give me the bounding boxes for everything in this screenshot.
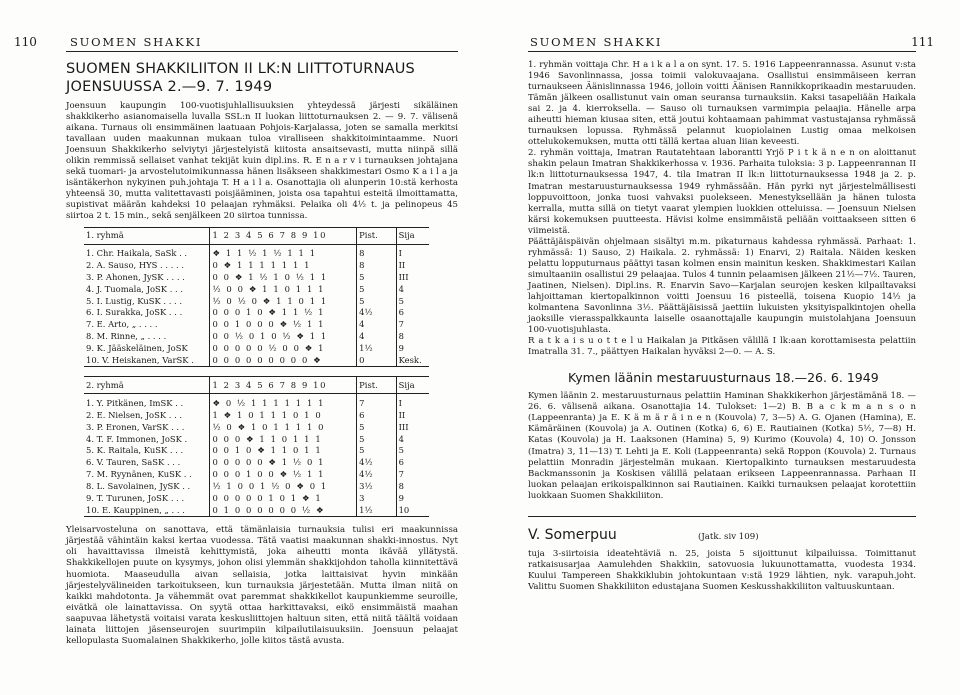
group1-cell-place: 5 xyxy=(398,295,404,306)
group1-cell-scores: 0 0 ½ 0 1 0 ½ ❖ 1 1 xyxy=(210,331,357,343)
group2-header-row xyxy=(84,377,429,394)
group1-cell-place: II xyxy=(398,259,406,270)
group1-cell-points: 5 xyxy=(357,295,396,307)
title-line-1: SUOMEN SHAKKILIITON II LK:N LIITTOTURNAUS xyxy=(66,61,415,77)
table-row xyxy=(84,409,429,421)
table-row xyxy=(84,421,429,433)
group1-cell-name: 8. M. Rinne, „ . . . . xyxy=(84,331,210,343)
group1-header-points: Pist. xyxy=(357,227,396,244)
group1-cell-place: III xyxy=(398,271,409,282)
group2-cell-scores: 0 0 0 0 0 ❖ 1 ½ 0 1 xyxy=(210,457,357,469)
group1-cell-scores: ½ 0 ½ 0 ❖ 1 1 0 1 1 xyxy=(210,295,357,307)
group2-cell-scores: 0 0 0 0 0 1 0 1 ❖ 1 xyxy=(210,493,357,505)
group1-cell-place: I xyxy=(398,247,402,258)
article-title xyxy=(66,60,458,96)
group2-cell-points: 4½ xyxy=(357,457,396,469)
group1-cell-name: 2. A. Sauso, HYS . . . . . xyxy=(84,259,210,271)
table-row xyxy=(84,307,429,319)
group2-cell-scores: 0 0 1 0 ❖ 1 1 0 1 1 xyxy=(210,445,357,457)
group2-cell-scores: 0 0 0 ❖ 1 1 0 1 1 1 xyxy=(210,433,357,445)
group1-cell-name: 9. K. Jääskeläinen, JoSK xyxy=(84,343,210,355)
group1-cell-points: 4 xyxy=(357,331,396,343)
group2-cell-points: 4½ xyxy=(357,469,396,481)
group1-cell-scores: 0 0 1 0 0 0 ❖ ½ 1 1 xyxy=(210,319,357,331)
group2-cell-place: 5 xyxy=(398,445,404,456)
group1-cell-place: Kesk. xyxy=(396,355,429,367)
group2-cell-place: 9 xyxy=(398,492,404,503)
right-paragraph: 2. ryhmän voittaja, Imatran Rautatehtaan laborantti Yrjö P i t k ä n e n on aloittanut shakin pelaun Imatran Shakkikerhossa v. 1936. Parhaita tuloksia: 3 p. Lappeenrannan II lk:n liittoturnauksessa 1947, 4. tila Imatran II lk:n liittoturnauksessa 1948 ja 2. p. Imatran mestaruusturnauksessa 1949 ryhmässään. Hän pyrki nyt järjestelmällisesti loppuvoittoon, jonka tuosi vahvaksi puolekseen. Menestyksellään ja hänen tulosta kerralla, mutta sillä on tietyt vaarat ylempien luokkien otteluissa. — Joensuun Nielsen kärsi kokemuksen puutteesta. Hävisi kolme ensimmäistä peliään voittaakseen sitten 6 viimeistä. xyxy=(528,148,916,236)
somerpuu-paragraph: tuja 3-siirtoisia ideatehtäviä n. 25, joista 5 sijoittunut kilpailuissa. Toimittanut ratkaisusarjaa Aamulehden Shakkiin, satovuosia lukuunottamatta, vuodesta 1934. Kuului Tampereen Shakkiklubin johtokuntaan v:stä 1929 lähtien, nyk. varapuh.joht. Valittu Suomen Shakkiliiton edustajana Suomen Keskusshakkiliiton valtuuskuntaan. xyxy=(528,548,916,592)
page-number: 110 xyxy=(14,35,37,49)
group2-cell-name: 6. V. Tauren, SaSK . . . xyxy=(84,457,210,469)
group1-cell-points: 4 xyxy=(357,319,396,331)
group2-cell-scores: ❖ 0 ½ 1 1 1 1 1 1 1 xyxy=(210,394,357,409)
right-paragraph: Päättäjäispäivän ohjelmaan sisältyi m.m. pikaturnaus kahdessa ryhmässä. Parhaat: 1. ryhmässä: 1) Sauso, 2) Haikala. 2. ryhmässä: 1) Enarvi, 2) Raitala. Näiden kesken pelattu lopputurnaus päättyi tasan kolmen ensin mainitun kesken. Shakkimestari Kailan simultaaniin osallistui 29 pelaajaa. Tulos 4 tunnin pelaamisen jälkeen 21½—7½. Tauren, Jaatinen, Nielsen). Dipl.ins. R. Enarvin Savo—Karjalan seurojen kesken kilpailtavaksi lahjoittaman kiertopalkinnon voitti Joensuu 16 pisteellä, toisena Kuopio 14½ ja kolmantena Savonlinna 3½. Päättäjäisissä jaettiin lukuisten yksityispalkintojen ohella jaoksille vierasspalkkaunta laiselle osaanottajalle kaupungin muistolahjana Joensuun 100-vuotisjuhlasta. xyxy=(528,236,916,336)
group2-cell-place: 10 xyxy=(396,504,429,516)
right-body xyxy=(528,60,916,358)
group2-cell-scores: 0 0 0 1 0 0 ❖ ½ 1 1 xyxy=(210,469,357,481)
group1-cell-scores: 0 0 0 1 0 ❖ 1 1 ½ 1 xyxy=(210,307,357,319)
group2-cell-name: 7. M. Ryynänen, KuSK . . xyxy=(84,469,210,481)
table-row xyxy=(84,271,429,283)
group1-cell-scores: ❖ 1 1 ½ 1 ½ 1 1 1 xyxy=(210,244,357,259)
group2-header-points: Pist. xyxy=(357,377,396,394)
group2-cell-name: 4. T. F. Immonen, JoSK . xyxy=(84,433,210,445)
table-row xyxy=(84,283,429,295)
group1-cell-points: 5 xyxy=(357,271,396,283)
somerpuu-heading xyxy=(528,527,916,543)
table-row xyxy=(84,319,429,331)
group2-header-place: Sija xyxy=(396,377,429,394)
running-head-right xyxy=(528,0,934,52)
table-row xyxy=(84,504,429,516)
group1-header-place: Sija xyxy=(396,227,429,244)
group1-cell-points: 4½ xyxy=(357,307,396,319)
kymen-title: Kymen läänin mestaruusturnaus 18.—26. 6. 1949 xyxy=(568,370,879,386)
table-row xyxy=(84,481,429,493)
group1-cell-name: 7. E. Arto, „ . . . . xyxy=(84,319,210,331)
group2-cell-scores: 1 ❖ 1 0 1 1 1 0 1 0 xyxy=(210,409,357,421)
group2-cell-place: III xyxy=(398,421,409,432)
group2-cell-scores: 0 1 0 0 0 0 0 0 ½ ❖ xyxy=(210,504,357,516)
group1-cell-points: 8 xyxy=(357,244,396,259)
table-row xyxy=(84,493,429,505)
group2-header-name: 2. ryhmä xyxy=(84,377,210,394)
table-row xyxy=(84,445,429,457)
group2-table xyxy=(84,376,429,517)
group1-cell-name: 4. J. Tuomala, JoSK . . . xyxy=(84,283,210,295)
group1-cell-place: 6 xyxy=(398,307,404,318)
group2-cell-name: 3. P. Eronen, VarSK . . . xyxy=(84,421,210,433)
group2-cell-name: 2. E. Nielsen, JoSK . . . xyxy=(84,409,210,421)
group1-cell-scores: 0 0 0 0 0 ½ 0 0 ❖ 1 xyxy=(210,343,357,355)
running-head-title-right: SUOMEN SHAKKI xyxy=(530,35,663,49)
group2-cell-points: 5 xyxy=(357,433,396,445)
table-row xyxy=(84,394,429,409)
group2-cell-name: 9. T. Turunen, JoSK . . . xyxy=(84,493,210,505)
table-row xyxy=(84,331,429,343)
title-line-2: JOENSUUSSA 2.—9. 7. 1949 xyxy=(66,79,273,95)
group2-cell-name: 1. Y. Pitkänen, ImSK . . xyxy=(84,394,210,409)
group2-cell-points: 3 xyxy=(357,493,396,505)
intro-paragraph: Joensuun kaupungin 100-vuotisjuhlallisuuksien yhteydessä järjesti sikäläinen shakkikerho asianomaisella luvalla SSL:n II luokan liittoturnauksen 2. — 9. 7. välisenä aikana. Turnaus oli ensimmäinen laatuaan Pohjois-Karjalassa, joten se samalla merkitsi tavallaan uuden maakunnan mukaan tuloa viralliseen shakkitoimintaamme. Nuori Joensuun Shakkikerho selviytyi järjestelyistä kiitosta ansaitsevasti, mutta niinpä sillä olikin remmissä sellaiset vanhat tekijät kuin dipl.ins. R. E n a r v i turnauksen johtajana sekä tuomari- ja arvostelutoimikunnassa hänen lisäkseen shakkimestari Osmo K a i l a ja isäntäkerhon nykyinen puh.johtaja T. H a i l a. Osanottajia oli alunperin 10:stä kerhosta yhteensä 30, mutta valitettavasti poisjääminen, joista osa tapahtui esteitä ilmoittamatta, supistivat määrän kahdeksi 10 pelaajan ryhmäksi. Pelaika oli 4½ t. ja pelinopeus 45 siirtoa 2 t. 15 min., sekä senjälkeen 20 siirtoa tunnissa. xyxy=(66,101,458,222)
group2-cell-scores: ½ 0 ❖ 1 0 1 1 1 1 0 xyxy=(210,421,357,433)
group1-cell-points: 0 xyxy=(357,355,396,367)
group1-cell-scores: ½ 0 0 ❖ 1 1 0 1 1 1 xyxy=(210,283,357,295)
group2-cell-place: 8 xyxy=(398,481,404,492)
group2-cell-place: 7 xyxy=(398,469,404,480)
running-head xyxy=(14,0,458,52)
group2-cell-points: 1½ xyxy=(357,504,396,516)
group1-cell-name: 5. I. Lustig, KuSK . . . . xyxy=(84,295,210,307)
table-row xyxy=(84,343,429,355)
group2-cell-scores: ½ 1 0 0 1 ½ 0 ❖ 0 1 xyxy=(210,481,357,493)
group2-cell-place: II xyxy=(398,409,406,420)
table-row xyxy=(84,433,429,445)
group2-cell-points: 7 xyxy=(357,394,396,409)
group1-cell-place: 9 xyxy=(398,343,404,354)
group1-header-name: 1. ryhmä xyxy=(84,227,210,244)
table-row xyxy=(84,457,429,469)
group2-header-scores: 1 2 3 4 5 6 7 8 9 10 xyxy=(210,377,357,394)
group1-header-scores: 1 2 3 4 5 6 7 8 9 10 xyxy=(210,227,357,244)
group2-cell-place: 4 xyxy=(398,433,404,444)
group1-cell-scores: 0 0 ❖ 1 ½ 1 0 ½ 1 1 xyxy=(210,271,357,283)
table-row xyxy=(84,244,429,259)
group2-cell-points: 3½ xyxy=(357,481,396,493)
group1-cell-name: 6. I. Surakka, JoSK . . . xyxy=(84,307,210,319)
table-row xyxy=(84,469,429,481)
group1-cell-points: 5 xyxy=(357,283,396,295)
group2-cell-name: 8. L. Savolainen, JySK . . xyxy=(84,481,210,493)
group2-cell-points: 6 xyxy=(357,409,396,421)
group2-cell-name: 5. K. Raitala, KuSK . . . xyxy=(84,445,210,457)
right-page xyxy=(480,0,960,695)
closing-paragraph: Yleisarvosteluna on sanottava, että tämänlaisia turnauksia tulisi eri maakunnissa järjestää vähintäin kaksi kertaa vuodessa. Tätä vaatisi maakunnan shakki-innostus. Nyt oli havaittavissa ilmeistä kehittymistä, joka aiheutti monta ikävää yllätystä. Shakkikellojen puute on kysymys, johon olisi ylemmän shakkijohdon taholla kiinnitettävä huomiota. Maaseudulla aivan sellaisia, jotka laittaisivat hyvin minkään järjestelyvälineiden tarkoitukseen, kun turnauksia järjestetään. Mutta ilman niitä on kaikki mahdotonta. Ja vähemmät ovat paremmat shakkikellot kaupunkiemme seuroille, eivätkä ole lainattavissa. On syytä ottaa harkittavaksi, eikö ensimmäistä maahan saapuvaa lähetystä voitaisi varata keskusliittojen haltuun siten, että niitä täältä voidaan lainata liittojen jäsenseurojen suurimpiin kilpailutilaisuuksiin. Joensuun pelaajat kellopulasta Suomalainen Shakkikerho, jolle kiitos tästä avusta. xyxy=(66,525,458,646)
table-row xyxy=(84,295,429,307)
group1-cell-place: 8 xyxy=(398,331,404,342)
group2-cell-points: 5 xyxy=(357,445,396,457)
group2-cell-place: I xyxy=(398,397,402,408)
continuation-note: (Jatk. siv 109) xyxy=(698,531,759,542)
right-paragraph: R a t k a i s u o t t e l u Haikalan ja Pitkäsen välillä I lk:aan korottamisesta pelattiin Imatralla 31. 7., päättyen Haikalan hyväksi 2—0. — A. S. xyxy=(528,336,916,358)
somerpuu-name: V. Somerpuu xyxy=(528,526,617,543)
group1-cell-scores: 0 0 0 0 0 0 0 0 0 ❖ xyxy=(210,355,357,367)
group1-header-row xyxy=(84,227,429,244)
group1-cell-name: 3. P. Ahonen, JySK . . . . xyxy=(84,271,210,283)
group2-cell-points: 5 xyxy=(357,421,396,433)
group1-cell-points: 1½ xyxy=(357,343,396,355)
group1-cell-name: 10. V. Heiskanen, VarSK . xyxy=(84,355,210,367)
group1-cell-place: 4 xyxy=(398,283,404,294)
table-row xyxy=(84,355,429,367)
group1-cell-place: 7 xyxy=(398,319,404,330)
kymen-paragraph: Kymen läänin 2. mestaruusturnaus pelattiin Haminan Shakkikerhon järjestämänä 18. — 26. 6. välisenä aikana. Osanottajia 14. Tulokset: 1—2) B. B a c k m a n s o n (Lappeenranta) ja E. K ä m ä r ä i n e n (Kouvola) 7, 3—5) A. G. Ojanen (Hamina), E. Kämäräinen (Kouvola) ja A. Outinen (Kotka) 6, 6) E. Rautiainen (Kotka) 5½, 7—8) H. Katas (Kouvola) ja H. Laaksonen (Hamina) 5, 9) Kurimo (Kouvola) 4, 10) O. Jonsson (Imatra) 3, 11—13) T. Lehti ja E. Koli (Lappeenranta) sekä Roppon (Kouvola) 2. Turnaus pelattiin Monradin järjestelmän mukaan. Kiertopalkinto turnauksen mestaruudesta Backmanssonin ja Koskisen välillä pelataan erikseen Lappeenrannassa. Parhaan II luokan pelaajan erikoispalkinnon sai Rautiainen. Kaikki turnauksen pelaajat korotettiin luokkaan Suomen Shakkiliiton. xyxy=(528,391,916,501)
table-row xyxy=(84,259,429,271)
page-number-right: 111 xyxy=(911,35,934,49)
group2-cell-place: 6 xyxy=(398,457,404,468)
divider xyxy=(528,516,916,517)
group1-table xyxy=(84,227,429,368)
group1-cell-name: 1. Chr. Haikala, SaSk . . xyxy=(84,244,210,259)
right-paragraph: 1. ryhmän voittaja Chr. H a i k a l a on synt. 17. 5. 1916 Lappeenrannassa. Asunut v:sta 1946 Savonlinnassa, jossa toimii valokuvaajana. Osallistui ensimmäiseen kerran turnaukseen Äänislinnassa 1946, jolloin voitti Äänisen Rannikkoprikaadin mestaruuden. Tämän jälkeen osallistunut vain oman seuransa turnauksiin. Kaksi tasapeliään Haikala sai 2. ja 4. kierroksella. — Sauso oli turnauksen varmimpia pelaajia. Hänelle arpa aiheutti hieman kiusaa siten, että joutui kohtaamaan pahimmat vastustajansa ryhmässä turnauksen lopussa. Ryhmässä pelannut kuopiolainen Lustig omaa melkoisen ottelukokemuksen, mutta otti tällä kertaa aluan liian keveesti. xyxy=(528,60,916,148)
group1-cell-scores: 0 ❖ 1 1 1 1 1 1 1 xyxy=(210,259,357,271)
running-head-title: SUOMEN SHAKKI xyxy=(70,35,203,49)
group2-cell-name: 10. E. Kauppinen, „ . . . xyxy=(84,504,210,516)
group1-cell-points: 8 xyxy=(357,259,396,271)
